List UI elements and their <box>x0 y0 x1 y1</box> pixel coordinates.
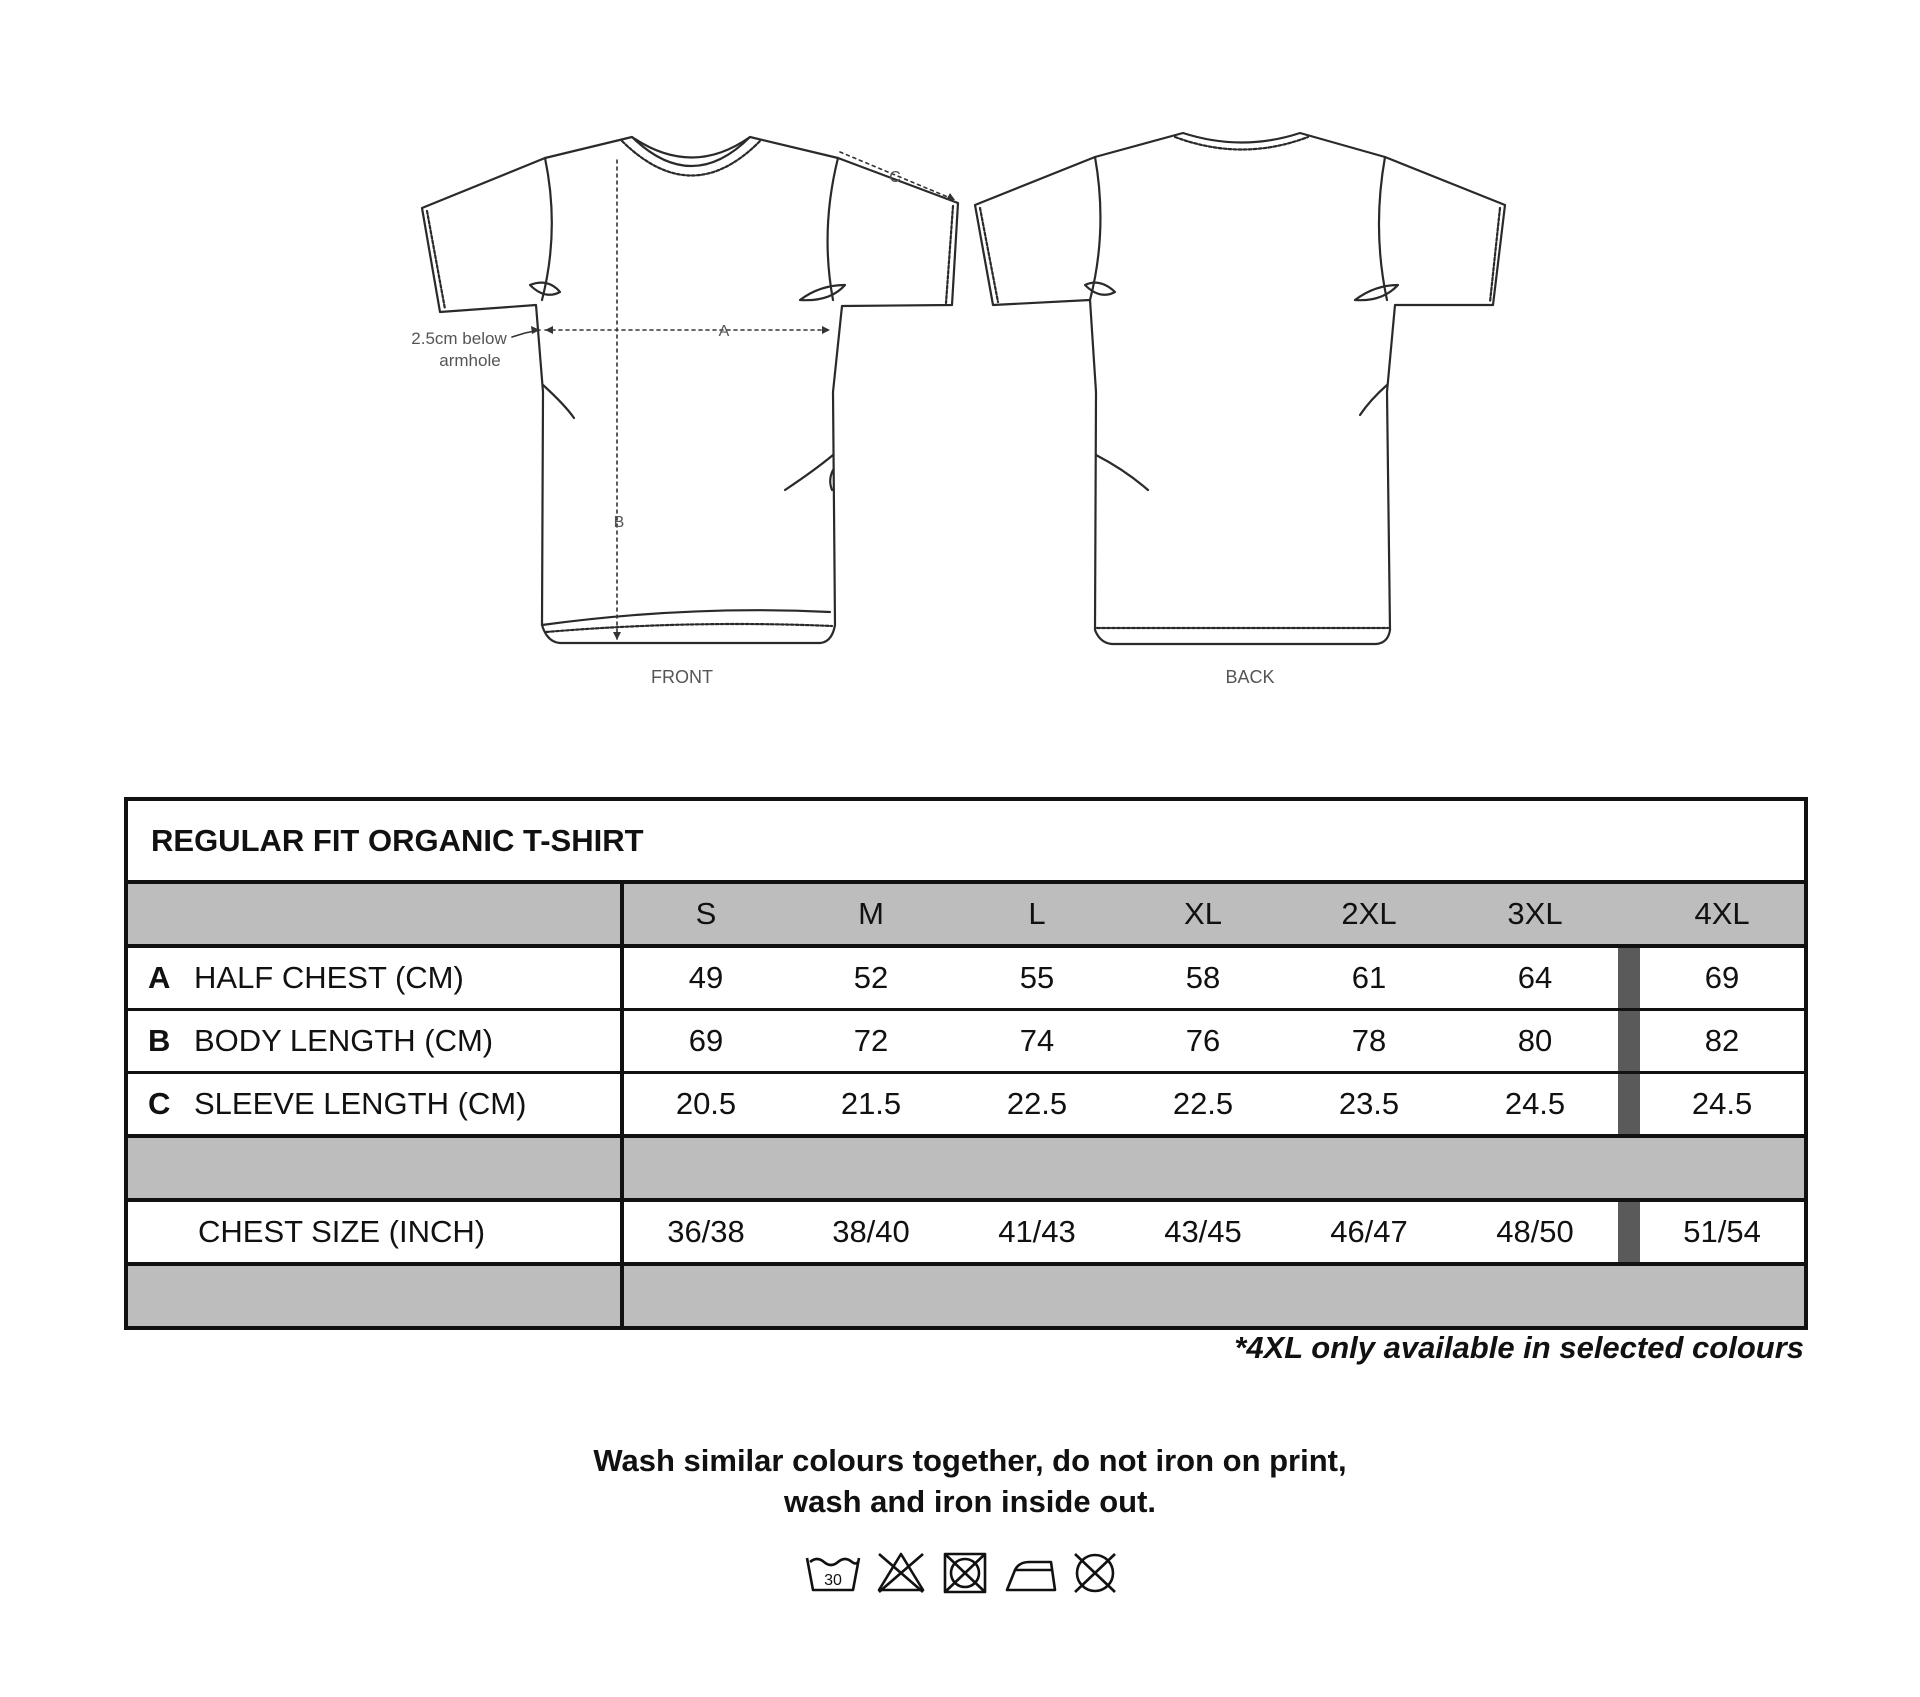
chest-size-row <box>126 1200 1806 1264</box>
table-cell: 21.5 <box>788 1073 954 1137</box>
table-cell: 38/40 <box>788 1200 954 1264</box>
size-header: 3XL <box>1452 882 1618 946</box>
blank-cell <box>1120 1136 1286 1200</box>
care-line-2: wash and iron inside out. <box>783 1484 1157 1519</box>
table-cell: 36/38 <box>622 1200 788 1264</box>
table-cell: 24.5 <box>1640 1073 1806 1137</box>
blank-cell <box>1286 1264 1452 1328</box>
row-label-cell <box>126 1073 622 1137</box>
blank-cell <box>1286 1136 1452 1200</box>
size-header-row <box>126 882 1806 946</box>
row-label-cell <box>126 1010 622 1073</box>
blank-row <box>126 1136 1806 1200</box>
table-cell: 48/50 <box>1452 1200 1618 1264</box>
blank-row <box>126 1264 1806 1328</box>
header-label-cell <box>126 882 622 946</box>
table-cell: 64 <box>1452 946 1618 1010</box>
table-cell: 43/45 <box>1120 1200 1286 1264</box>
table-cell: 58 <box>1120 946 1286 1010</box>
do-not-tumble-dry-icon <box>945 1554 985 1592</box>
table-cell: 78 <box>1286 1010 1452 1073</box>
row-label: BODY LENGTH (CM) <box>194 1023 494 1058</box>
table-cell: 74 <box>954 1010 1120 1073</box>
row-letter: A <box>148 960 171 995</box>
table-cell: 69 <box>1640 946 1806 1010</box>
size-header: M <box>788 882 954 946</box>
blank-cell <box>788 1264 954 1328</box>
blank-cell <box>1452 1264 1618 1328</box>
row-letter: C <box>148 1086 171 1121</box>
table-cell: 61 <box>1286 946 1452 1010</box>
blank-cell <box>1640 1264 1806 1328</box>
table-cell: 55 <box>954 946 1120 1010</box>
blank-cell <box>1452 1136 1618 1200</box>
table-title: REGULAR FIT ORGANIC T-SHIRT <box>126 799 1806 882</box>
care-line-1: Wash similar colours together, do not iron on print, <box>593 1443 1347 1478</box>
garment-diagram <box>0 0 1920 720</box>
wash-30-icon <box>807 1558 859 1590</box>
table-cell: 20.5 <box>622 1073 788 1137</box>
armhole-note-line2: armhole <box>439 351 501 370</box>
blank-cell <box>1640 1136 1806 1200</box>
table-cell: 22.5 <box>954 1073 1120 1137</box>
measure-label-b: B <box>613 514 625 531</box>
column-divider <box>1618 1264 1640 1328</box>
do-not-bleach-icon <box>879 1554 923 1592</box>
column-divider <box>1618 946 1640 1010</box>
column-divider <box>1618 882 1640 946</box>
table-row <box>126 1073 1806 1137</box>
measure-label-a: A <box>718 323 730 340</box>
size-header: 2XL <box>1286 882 1452 946</box>
table-cell: 72 <box>788 1010 954 1073</box>
table-row <box>126 946 1806 1010</box>
column-divider <box>1618 1200 1640 1264</box>
iron-icon <box>1007 1562 1055 1590</box>
table-cell: 51/54 <box>1640 1200 1806 1264</box>
armhole-note-line1: 2.5cm below <box>411 329 507 348</box>
size-header: L <box>954 882 1120 946</box>
row-label-cell <box>126 1200 622 1264</box>
size-chart-table <box>124 797 1808 1330</box>
row-label: CHEST SIZE (INCH) <box>198 1214 486 1249</box>
blank-cell <box>954 1264 1120 1328</box>
size-header: S <box>622 882 788 946</box>
back-shirt-drawing <box>975 133 1505 644</box>
row-label: HALF CHEST (CM) <box>194 960 464 995</box>
row-letter: B <box>148 1023 171 1058</box>
blank-cell <box>622 1264 788 1328</box>
do-not-dry-clean-icon <box>1075 1554 1115 1592</box>
table-cell: 80 <box>1452 1010 1618 1073</box>
front-label: FRONT <box>651 667 713 687</box>
table-row <box>126 1010 1806 1073</box>
table-cell: 52 <box>788 946 954 1010</box>
column-divider <box>1618 1010 1640 1073</box>
blank-cell <box>788 1136 954 1200</box>
size-header: 4XL <box>1640 882 1806 946</box>
blank-cell <box>126 1136 622 1200</box>
back-label: BACK <box>1225 667 1275 687</box>
availability-footnote: *4XL only available in selected colours <box>1234 1330 1804 1365</box>
care-instructions <box>0 1440 1920 1522</box>
table-cell: 23.5 <box>1286 1073 1452 1137</box>
row-label-cell <box>126 946 622 1010</box>
table-cell: 49 <box>622 946 788 1010</box>
measure-label-c: C <box>889 169 901 186</box>
table-cell: 46/47 <box>1286 1200 1452 1264</box>
table-cell: 69 <box>622 1010 788 1073</box>
blank-cell <box>954 1136 1120 1200</box>
column-divider <box>1618 1136 1640 1200</box>
blank-cell <box>126 1264 622 1328</box>
care-symbols <box>805 1550 1125 1600</box>
table-cell: 24.5 <box>1452 1073 1618 1137</box>
table-cell: 41/43 <box>954 1200 1120 1264</box>
table-cell: 82 <box>1640 1010 1806 1073</box>
blank-cell <box>622 1136 788 1200</box>
column-divider <box>1618 1073 1640 1137</box>
table-cell: 22.5 <box>1120 1073 1286 1137</box>
front-shirt-drawing <box>422 137 958 643</box>
svg-text:30: 30 <box>824 1572 842 1589</box>
row-label: SLEEVE LENGTH (CM) <box>194 1086 527 1121</box>
table-cell: 76 <box>1120 1010 1286 1073</box>
size-header: XL <box>1120 882 1286 946</box>
blank-cell <box>1120 1264 1286 1328</box>
